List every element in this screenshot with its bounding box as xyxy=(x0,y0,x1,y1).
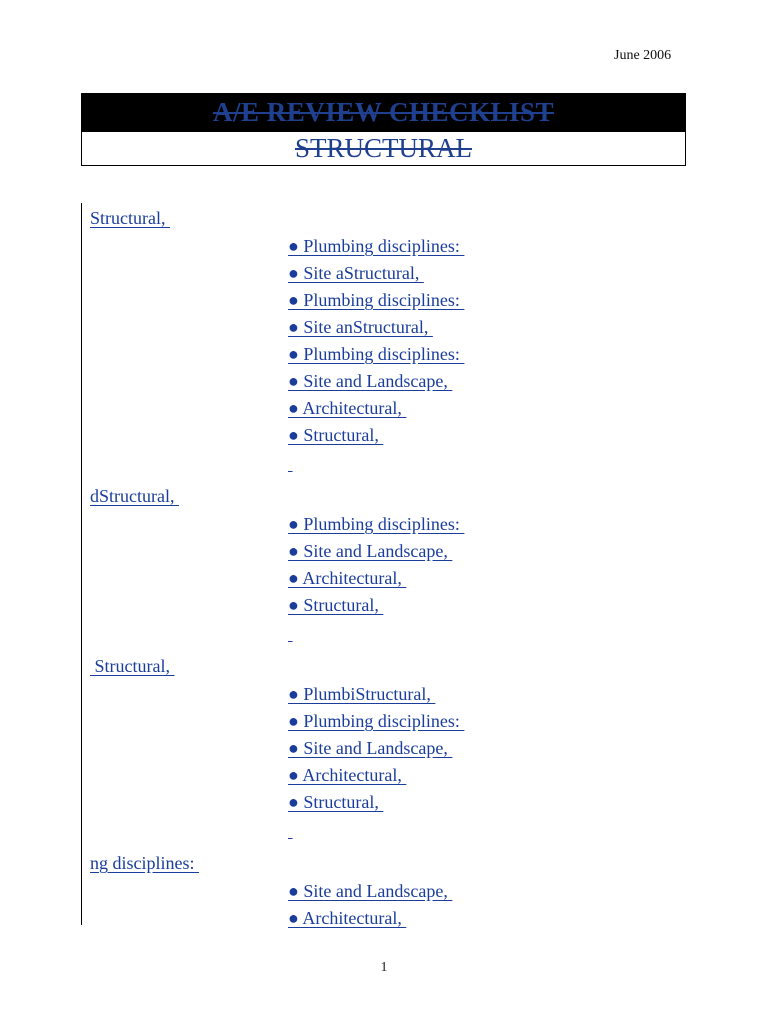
section-heading-link[interactable]: Structural, xyxy=(90,656,175,676)
checklist-item-link[interactable]: ● Plumbing disciplines: xyxy=(288,290,465,310)
checklist-item-link[interactable]: ● Site and Landscape, xyxy=(288,541,453,561)
checklist-item-link[interactable]: ● Site aStructural, xyxy=(288,263,424,283)
checklist-item-link[interactable]: ● Structural, xyxy=(288,425,384,445)
date-label: June 2006 xyxy=(614,48,672,63)
checklist-item-link[interactable]: ● Architectural, xyxy=(288,398,407,418)
section-heading-link[interactable]: Structural, xyxy=(90,208,170,228)
checklist-item-link[interactable] xyxy=(288,619,293,646)
checklist-item-link[interactable]: ● Plumbing disciplines: xyxy=(288,514,465,534)
checklist-item-link[interactable]: ● Structural, xyxy=(288,792,384,812)
page-number: 1 xyxy=(380,960,388,975)
checklist-item-link[interactable]: ● Site and Landscape, xyxy=(288,371,453,391)
checklist-item-link[interactable] xyxy=(288,449,293,476)
section-heading-link[interactable]: dStructural, xyxy=(90,486,179,506)
checklist-item-link[interactable]: ● Architectural, xyxy=(288,908,407,928)
checklist-item-link[interactable]: ● Architectural, xyxy=(288,765,407,785)
checklist-item-link[interactable]: ● Site and Landscape, xyxy=(288,738,453,758)
checklist-title: A/E REVIEW CHECKLIST xyxy=(81,93,686,131)
title-box xyxy=(81,93,686,168)
checklist-item-link[interactable]: ● Plumbing disciplines: xyxy=(288,236,465,256)
checklist-item-link[interactable]: ● Plumbing disciplines: xyxy=(288,711,465,731)
checklist-item-link[interactable]: ● PlumbiStructural, xyxy=(288,684,436,704)
section-heading-link[interactable]: ng disciplines: xyxy=(90,853,199,873)
checklist-item-link[interactable]: ● Plumbing disciplines: xyxy=(288,344,465,364)
checklist-item-link[interactable]: ● Site and Landscape, xyxy=(288,881,453,901)
checklist-item-link[interactable]: ● Site anStructural, xyxy=(288,317,433,337)
checklist-item-link[interactable]: ● Structural, xyxy=(288,595,384,615)
left-margin-rule xyxy=(81,203,82,925)
checklist-item-link[interactable] xyxy=(288,816,293,843)
checklist-subtitle: STRUCTURAL xyxy=(81,131,686,166)
checklist-item-link[interactable]: ● Architectural, xyxy=(288,568,407,588)
